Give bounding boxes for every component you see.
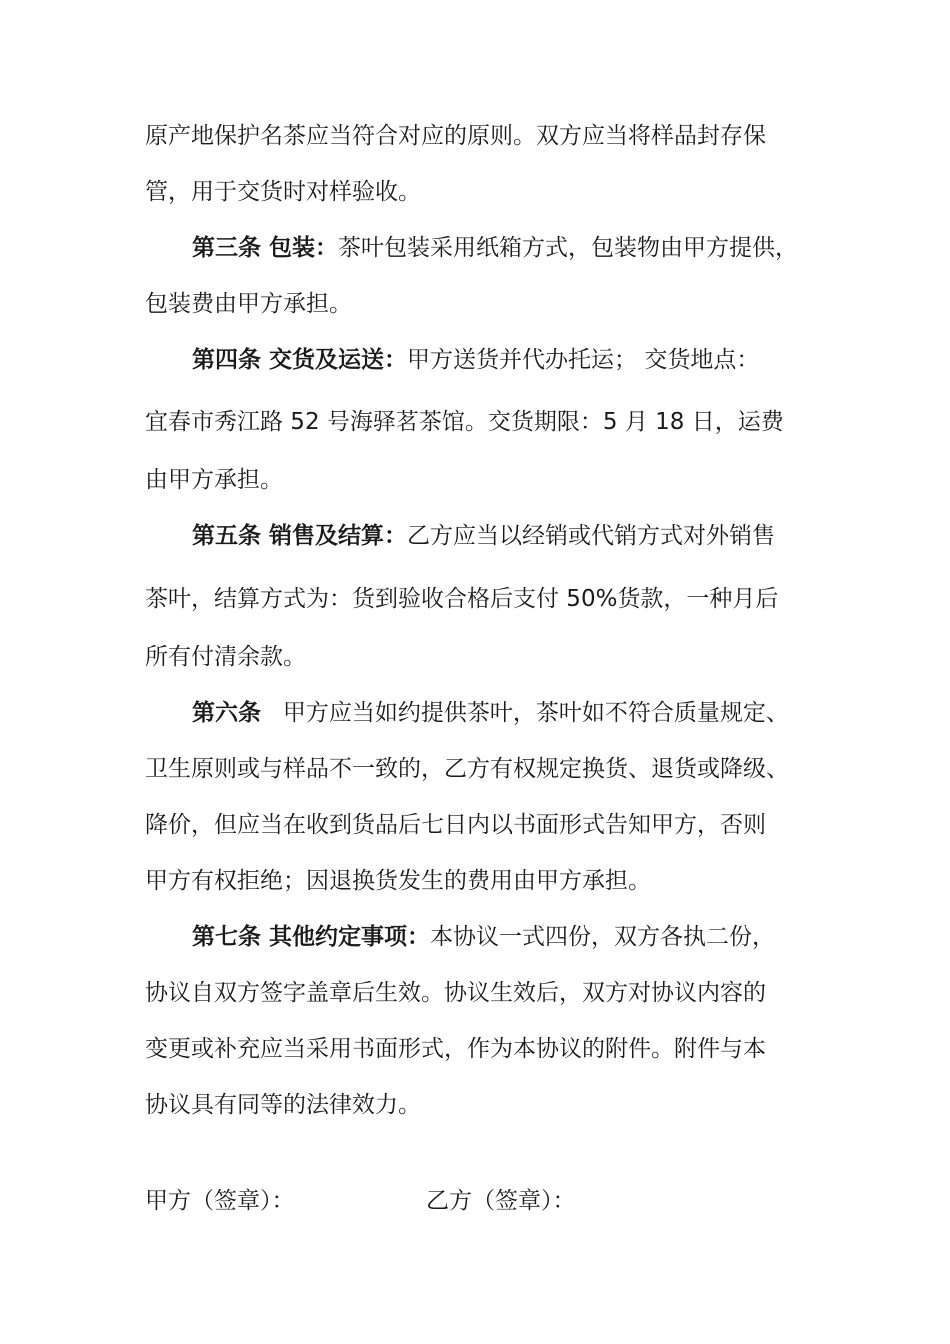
signature-label: 甲方（签章）：: [145, 1188, 295, 1214]
line-text: 管，用于交货时对样验收。: [145, 179, 421, 205]
text-line: [145, 289, 352, 319]
line-text: 本协议一式四份，双方各执二份，: [430, 924, 776, 950]
line-text: 降价，但应当在收到货品后七日内以书面形式告知甲方，否则: [145, 812, 766, 838]
signature-party-b: [426, 1186, 576, 1216]
line-text: 甲方应当如约提供茶叶，茶叶如不符合质量规定、: [261, 700, 789, 726]
line-text: 协议具有同等的法律效力。: [145, 1092, 421, 1118]
clause-heading: 第五条 销售及结算：: [192, 523, 408, 549]
line-text: 原产地保护名茶应当符合对应的原则。双方应当将样品封存保: [145, 123, 766, 149]
line-text: 甲方有权拒绝；因退换货发生的费用由甲方承担。: [145, 868, 651, 894]
line-text: 卫生原则或与样品不一致的，乙方有权规定换货、退货或降级、: [145, 756, 789, 782]
line-text: 由甲方承担。: [145, 467, 283, 493]
text-line: [145, 1034, 766, 1064]
clause-3: [192, 233, 798, 263]
text-line: [145, 1090, 421, 1120]
line-text: 宜春市秀江路 52 号海驿茗茶馆。交货期限：5 月 18 日，运费: [145, 409, 784, 435]
clause-5: [192, 521, 775, 551]
line-text: 包装费由甲方承担。: [145, 291, 352, 317]
text-line: [145, 584, 778, 614]
clause-heading: 第七条 其他约定事项：: [192, 924, 431, 950]
text-line: [145, 465, 283, 495]
clause-6: [192, 698, 789, 728]
line-text: 茶叶包装采用纸箱方式，包装物由甲方提供，: [338, 235, 799, 261]
text-line: [145, 866, 651, 896]
clause-4: [192, 345, 759, 375]
line-text: 协议自双方签字盖章后生效。协议生效后，双方对协议内容的: [145, 980, 766, 1006]
text-line: [145, 810, 766, 840]
line-text: 茶叶，结算方式为：货到验收合格后支付 50%货款，一种月后: [145, 586, 779, 612]
text-line: [145, 754, 789, 784]
text-line: [145, 407, 784, 437]
text-line: [145, 978, 766, 1008]
signature-label: 乙方（签章）：: [426, 1188, 576, 1214]
text-line: [145, 642, 306, 672]
text-line: [145, 177, 421, 207]
line-text: 变更或补充应当采用书面形式，作为本协议的附件。附件与本: [145, 1036, 766, 1062]
clause-heading: 第六条: [192, 700, 261, 726]
line-text: 乙方应当以经销或代销方式对外销售: [407, 523, 776, 549]
line-text: 所有付清余款。: [145, 644, 306, 670]
clause-heading: 第三条 包装：: [192, 235, 339, 261]
clause-7: [192, 922, 775, 952]
signature-party-a: [145, 1186, 295, 1216]
line-text: 甲方送货并代办托运； 交货地点：: [407, 347, 760, 373]
text-line: [145, 121, 766, 151]
clause-heading: 第四条 交货及运送：: [192, 347, 408, 373]
